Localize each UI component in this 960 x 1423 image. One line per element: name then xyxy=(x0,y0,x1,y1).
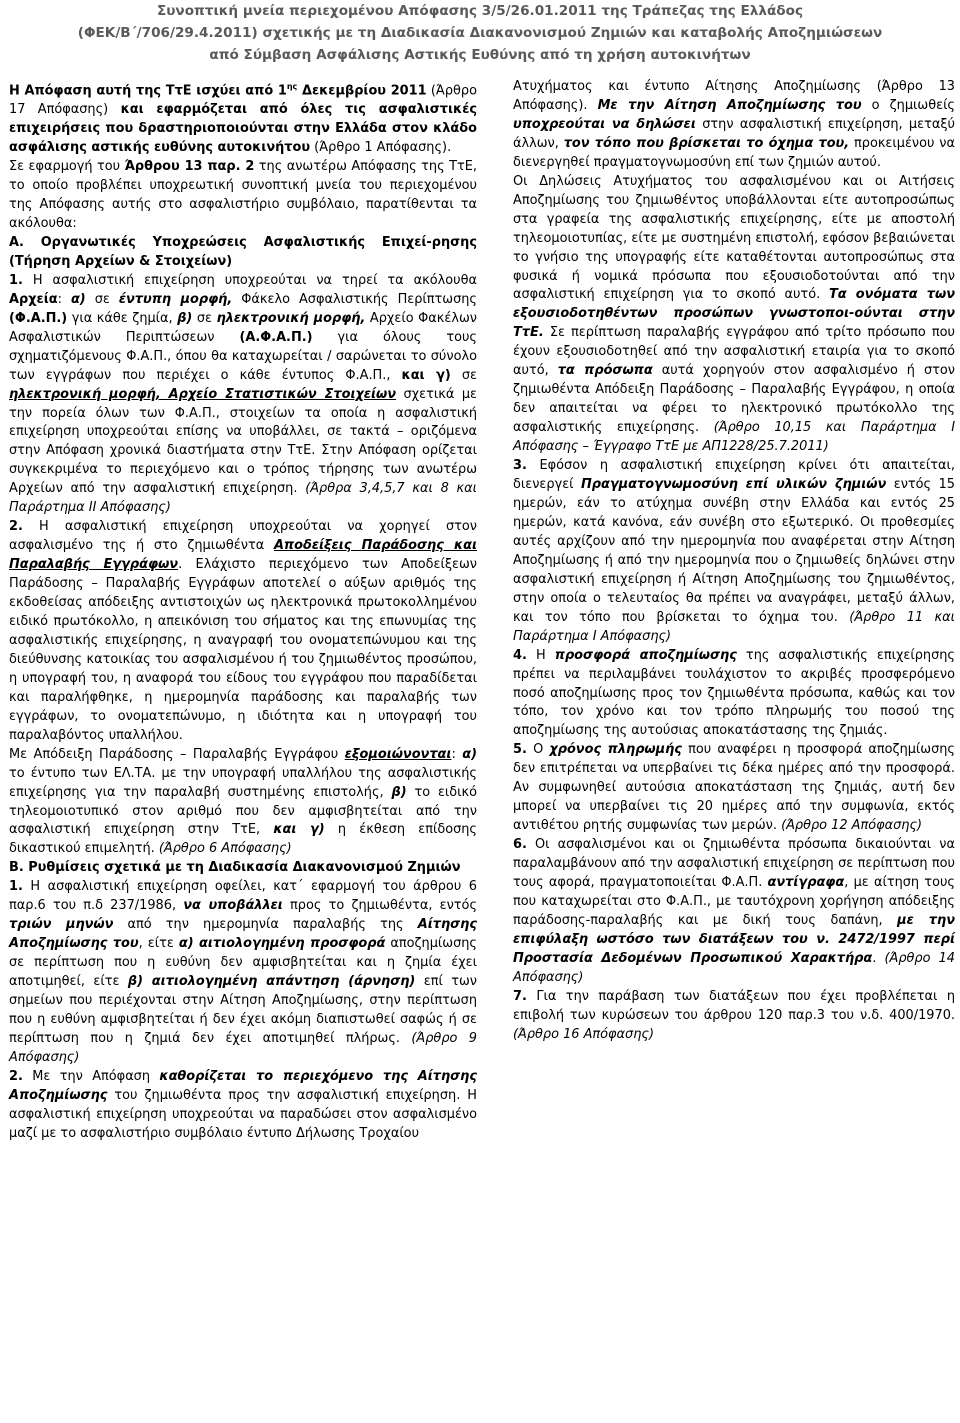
section-a-item-2-continued xyxy=(9,746,477,860)
item-text: Εφόσον η ασφαλιστική επιχείρηση κρίνει ότι απαιτείται, διενεργεί xyxy=(513,458,955,493)
item-number: 2. xyxy=(9,1068,23,1084)
intro-paragraph xyxy=(9,78,477,158)
intro-date: Δεκεμβρίου 2011 xyxy=(297,83,427,99)
application-text: Σε εφαρμογή του xyxy=(9,159,125,175)
section-a-heading: Α. Οργανωτικές Υποχρεώσεις Ασφαλιστικής Επιχεί-ρησης (Τήρηση Αρχείων & Στοιχείων) xyxy=(9,234,477,269)
item-text: Σε περίπτωση παραλαβής εγγράφου από τρίτο πρόσωπο που έχουν εξουσιοδοτηθεί από την ασφαλιστική εταιρία για το σκοπό αυτό, xyxy=(513,325,955,379)
item-number: 1. xyxy=(9,272,23,288)
item-text: και γ) xyxy=(273,822,325,838)
header-line-1: Συνοπτική μνεία περιεχομένου Απόφασης 3/5/26.01.2011 της Τράπεζας της Ελλάδος xyxy=(156,3,804,19)
item-text: Η ασφαλιστική επιχείρηση υποχρεούται να χορηγεί στον ασφαλισμένο της ή στο ζημιωθέντα xyxy=(9,519,477,554)
item-reference: (Άρθρο 9 Απόφασης) xyxy=(9,1030,477,1065)
item-text: για όλους τους σχηματιζόμενους Φ.Α.Π., όπου θα καταχωρείται / σαρώνεται το σύνολο των εγγράφων που περιέχει ο κάθε έντυπος Φ.Α.Π., xyxy=(9,329,477,383)
section-b-item-5 xyxy=(513,741,955,836)
item-text: χρόνος πληρωμής xyxy=(549,742,682,758)
item-text: (Α.Φ.Α.Π.) xyxy=(239,329,313,345)
item-text: β) αιτιολογημένη απάντηση (άρνηση) xyxy=(127,974,416,990)
section-a-item-1 xyxy=(9,272,477,518)
item-text: επί των σημείων που περιέχονται στην Αίτηση Αποζημίωσης, στην περίπτωση που η ευθύνη αμφισβητείται ή δεν έχει ακόμη διαπιστωθεί σαφώς ή σε περίπτωση που η ζημιά δεν έχει αποτιμηθεί πλήρως. xyxy=(9,974,477,1046)
item-text: Η ασφαλιστική επιχείρηση οφείλει, κατ΄ εφαρμογή του άρθρου 6 παρ.6 του π.δ 237/1986, xyxy=(9,879,477,914)
item-text: του ζημιωθέντα προς την ασφαλιστική επιχείρηση. Η ασφαλιστική επιχείρηση υποχρεούται να παραδώσει στον ασφαλισμένο μαζί με το ασφαλιστήριο συμβόλαιο έντυπο Δήλωσης Τροχαίου xyxy=(9,1087,477,1141)
item-number: 1. xyxy=(9,879,23,895)
left-column xyxy=(9,78,477,1144)
item-reference: (Άρθρο 12 Απόφασης) xyxy=(781,818,923,834)
item-number: 2. xyxy=(9,519,23,535)
item-number: 6. xyxy=(513,837,527,853)
item-text: , με αίτηση τους που καταχωρείται στο Φ.Α.Π., με ταυτόχρονη χορήγηση απόδειξης παράδοσης-παραλαβής και με δική τους δαπάνη, xyxy=(513,875,955,928)
item-text: Ατυχήματος και έντυπο Αίτησης Αποζημίωσης (Άρθρο 13 Απόφασης). xyxy=(513,79,955,113)
item-text: . Ελάχιστο περιεχόμενο των Αποδείξεων Παράδοσης – Παραλαβής Εγγράφων αποτελεί ο αύξων αριθμός της εκδοθείσας απόδειξης αντιστοιχών ως ηλεκτρονικά πρωτοκολλημένου ειδικό πρωτόκολλο, η απεικόνιση του σήματος και της επωνυμίας της ασφαλιστικής επιχείρησης, η αναγραφή του ονοματεπώνυμου και της διεύθυνσης κατοικίας του ασφαλισμένου ή του ζημιωθέντος προσώπου, η υπογραφή του, η αναφορά του είδους του εγγράφου που παραδίδεται και παραλήφθηκε, η ημερομηνία παράδοσης και παραλαβής των εγγράφων, το ονοματεπώνυμο, η ιδιότητα και η υπογραφή του παραλαβόντος υπαλλήλου. xyxy=(9,557,477,743)
intro-ref: (Άρθρο 17 Απόφασης) xyxy=(9,83,477,118)
item-number: 5. xyxy=(513,742,527,758)
item-reference: (Άρθρα 3,4,5,7 και 8 και Παράρτημα ΙΙ Απόφασης) xyxy=(9,481,477,516)
section-b-item-4 xyxy=(513,647,955,742)
item-text: Αρχεία xyxy=(9,291,58,307)
item-text: Αποδείξεις Παράδοσης και Παραλαβής Εγγράφων xyxy=(9,538,477,573)
item-text: τριών μηνών xyxy=(9,917,114,933)
item-text: αποζημίωσης σε περίπτωση που η ευθύνη δεν αμφισβητείται και η ζημία έχει αποτιμηθεί, είτε xyxy=(9,936,477,990)
item-reference: (Άρθρο 6 Απόφασης) xyxy=(158,841,292,857)
item-text: σε xyxy=(192,310,217,326)
item-text: αντίγραφα xyxy=(767,875,845,891)
item-reference: (Άρθρο 11 και Παράρτημα Ι Απόφασης) xyxy=(513,609,955,644)
item-text: σε xyxy=(450,367,477,383)
item-text: καθορίζεται το περιεχόμενο της Αίτησης Αποζημίωσης xyxy=(9,1068,477,1103)
item-text: της ασφαλιστικής επιχείρησης πρέπει να περιλαμβάνει τουλάχιστον το ακριβές προσφερόμενο ποσό αποζημίωσης προς τον ζημιωθέντα πρόσωπα, καθώς και τον τόπο, τον χρόνο και τον τρόπο πληρωμής του ποσού της αποζημίωσης της αυτούσιας αποκατάστασης της ζημιάς. xyxy=(513,647,956,739)
intro-text: Η Απόφαση αυτή της ΤτΕ ισχύει από 1 xyxy=(9,83,287,99)
application-article: Άρθρου 13 παρ. 2 xyxy=(124,159,255,175)
item-text: α) xyxy=(462,746,477,762)
item-text: (Φ.Α.Π.) xyxy=(9,310,68,326)
item-text: Με την Αίτηση Αποζημίωσης του xyxy=(597,97,862,113)
item-text: το ειδικό τηλεομοιοτυπικό στον αριθμό που δεν αμφισβητείται από την ασφαλιστική επιχείρηση στην ΤτΕ, xyxy=(9,784,478,838)
item-text: προς το ζημιωθέντα, εντός xyxy=(282,898,478,914)
item-text: προκειμένου να διενεργηθεί πραγματογνωμοσύνη επί των ζημιών αυτού. xyxy=(513,135,955,170)
item-text: Φάκελο Ασφαλιστικής Περίπτωσης xyxy=(232,291,477,307)
item-reference: (Άρθρο 14 Απόφασης) xyxy=(513,950,955,985)
section-b-item-7 xyxy=(513,988,955,1045)
section-b-item-6 xyxy=(513,836,955,988)
item-text: β) xyxy=(177,310,193,326)
item-text: Αίτησης Αποζημίωσης του xyxy=(9,917,477,952)
item-text: τον τόπο που βρίσκεται το όχημα του, xyxy=(563,135,850,151)
item-text: υποχρεούται να δηλώσει xyxy=(513,116,696,132)
item-number: 3. xyxy=(513,458,527,474)
item-text: α) αιτιολογημένη προσφορά xyxy=(178,936,386,952)
item-number: 4. xyxy=(513,647,527,663)
item-text: εντός 15 ημερών, εάν το ατύχημα συνέβη στην Ελλάδα και εντός 25 ημερών, κατά κανόνα, εάν συνέβη στο εξωτερικό. Οι προθεσμίες αυτές αρχίζουν από την ημερομηνία που αναφέρεται στην Αίτηση Αποζημίωσης ή από την ημερομηνία που ο ζημιωθείς δηλώνει στην ασφαλιστική επιχείρηση ή Αίτηση Αποζημίωσης του ζημιωθέντος, στην οποία ο τελευταίος θα πρέπει να αναγράφει, μεταξύ άλλων, και τον τόπο που βρίσκεται το όχημα του. xyxy=(513,477,956,625)
item-text: . xyxy=(872,950,885,966)
item-text: Αρχείο Φακέλων Ασφαλιστικών Περιπτώσεων xyxy=(9,310,477,345)
item-text: αυτά χορηγούν στον ασφαλισμένο ή στον ζημιωθέντα Απόδειξη Παράδοσης – Παραλαβής Εγγράφου, η οποία δεν απαιτείται να φέρει το ηλεκτρονικό πρωτόκολλο της ασφαλιστικής επιχείρησης. xyxy=(513,363,955,436)
item-text: ο ζημιωθείς xyxy=(861,97,955,113)
intro-scope: και εφαρμόζεται από όλες τις ασφαλιστικές επιχειρήσεις που δραστηριοποιούνται στην Ελλάδα στον κλάδο ασφάλισης αστικής ευθύνης αυτοκινήτου xyxy=(9,102,478,156)
item-text: για κάθε ζημία, xyxy=(67,310,178,326)
item-text: Με Απόδειξη Παράδοσης – Παραλαβής Εγγράφου xyxy=(9,746,345,762)
item-text: Ο xyxy=(526,742,550,758)
section-b-item-2 xyxy=(9,1068,477,1144)
item-text: προσφορά αποζημίωσης xyxy=(554,647,737,663)
item-text: στην ασφαλιστική επιχείρηση, μεταξύ άλλων, xyxy=(513,116,956,151)
intro-superscript: ης xyxy=(286,82,298,91)
item-text: τα πρόσωπα xyxy=(557,363,653,379)
item-text: εξομοιώνονται xyxy=(344,746,452,762)
item-text: και γ) xyxy=(401,367,451,383)
document-header xyxy=(0,0,960,66)
right-column xyxy=(513,78,955,1045)
item-text: Οι ασφαλισμένοι και οι ζημιωθέντα πρόσωπα δικαιούνται να παραλαμβάνουν από την ασφαλιστική επιχείρηση σε περίπτωση που τους αφορά, πραγματοποιείται Φ.Α.Π. xyxy=(513,837,955,891)
header-line-3: από Σύμβαση Ασφάλισης Αστικής Ευθύνης από τη χρήση αυτοκινήτων xyxy=(209,47,751,63)
section-a-item-2 xyxy=(9,518,477,745)
item-text: Με την Απόφαση xyxy=(22,1068,160,1084)
right-paragraph-2 xyxy=(513,173,955,457)
item-text: : xyxy=(451,746,463,762)
item-reference: (Άρθρο 10,15 και Παράρτημα Ι Απόφασης – Έγγραφο ΤτΕ με ΑΠ1228/25.7.2011) xyxy=(513,420,955,455)
item-text: Η ασφαλιστική επιχείρηση υποχρεούται να τηρεί τα ακόλουθα xyxy=(22,272,477,288)
item-text: Για την παράβαση των διατάξεων που έχει προβλέπεται η επιβολή των κυρώσεων του άρθρου 120 παρ.3 του ν.δ. 400/1970. xyxy=(513,988,955,1023)
item-text: ηλεκτρονική μορφή, xyxy=(216,310,366,326)
item-text: το έντυπο των ΕΛ.ΤΑ. με την υπογραφή υπαλλήλου της ασφαλιστικής επιχείρησης για την παραλαβή συστημένης επιστολής, xyxy=(9,765,477,800)
header-line-2: (ΦΕΚ/Β΄/706/29.4.2011) σχετικής με τη Διαδικασία Διακανονισμού Ζημιών και καταβολής Αποζημιώσεων xyxy=(77,25,883,41)
right-paragraph-1 xyxy=(513,78,955,173)
section-b-item-1 xyxy=(9,878,477,1068)
item-text: α) xyxy=(70,291,86,307)
item-number: 7. xyxy=(513,988,527,1004)
item-text: Τα ονόματα των εξουσιοδοτηθέντων προσώπων γνωστοποι-ούνται στην ΤτΕ. xyxy=(513,287,955,341)
section-b-heading: Β. Ρυθμίσεις σχετικά με τη Διαδικασία Διακανονισμού Ζημιών xyxy=(9,860,461,876)
item-text: με την επιφύλαξη ωστόσο των διατάξεων του ν. 2472/1997 περί Προστασία Δεδομένων Προσωπικού Χαρακτήρα xyxy=(513,912,955,966)
application-paragraph xyxy=(9,158,477,234)
item-text: να υποβάλλει xyxy=(183,898,283,914)
item-text: έντυπη μορφή, xyxy=(118,291,233,307)
item-reference: (Άρθρο 16 Απόφασης) xyxy=(513,1026,654,1042)
item-text: η έκθεση επίδοσης δικαστικού επιμελητή. xyxy=(9,822,477,857)
item-text: σε xyxy=(85,291,119,307)
item-text: που αναφέρει η προσφορά αποζημίωσης δεν επιτρέπεται να υπερβαίνει τις δέκα ημέρες από την προσφορά. Αν συμφωνηθεί αυτούσια αποκατάσταση της ζημιάς, αυτή δεν μπορεί να υπερβαίνει τις 20 ημέρες από την συμφωνία, εκτός αντιθέτου ρητής συμφωνίας των μερών. xyxy=(513,742,955,834)
section-b-item-3 xyxy=(513,457,955,647)
item-text: σχετικά με την πορεία όλων των Φ.Α.Π., στοιχείων τα οποία η ασφαλιστική επιχείρηση υποχρεούται επίσης να υποβάλλει, σε τακτά – οριζόμενα στην Απόφαση χρονικά διαστήματα στην ΤτΕ. Στην Απόφαση ορίζεται συγκεκριμένα το περιεχόμενο και ο τρόπος τήρησης των ανωτέρω Αρχείων από την ασφαλιστική επιχείρηση. xyxy=(9,386,477,497)
item-text: , είτε xyxy=(138,936,179,952)
item-text: Πραγματογνωμοσύνη επί υλικών ζημιών xyxy=(581,477,887,493)
application-text-2: της ανωτέρω Απόφασης της ΤτΕ, το οποίο προβλέπει υποχρεωτική συνοπτική μνεία του περιεχομένου της Απόφασης αυτής στο ασφαλιστήριο συμβόλαιο, παρατίθενται τα ακόλουθα: xyxy=(9,159,477,231)
item-text: Οι Δηλώσεις Ατυχήματος του ασφαλισμένου και οι Αιτήσεις Αποζημίωσης του ζημιωθέντος υποβάλλονται είτε αυτοπροσώπως στα γραφεία της ασφαλιστικής επιχείρησης, είτε με αποστολή τηλεομοιοτυπίας, είτε με συστημένη επιστολή, εφόσον βεβαιώνεται το γνήσιο της υπογραφής είτε καταθέτονται αυτοπροσώπως στα φυσικά ή νομικά πρόσωπα που εξουσιοδοτούνται από την ασφαλιστική επιχείρηση για το σκοπό αυτό. xyxy=(513,173,955,303)
item-text: : xyxy=(57,291,71,307)
item-text: β) xyxy=(391,784,407,800)
item-text: από την ημερομηνία παραλαβής της xyxy=(113,917,418,933)
item-text: Η xyxy=(526,647,555,663)
intro-ref-2: (Άρθρο 1 Απόφασης). xyxy=(310,140,452,156)
item-text: ηλεκτρονική μορφή, Αρχείο Στατιστικών Στοιχείων xyxy=(9,386,396,402)
